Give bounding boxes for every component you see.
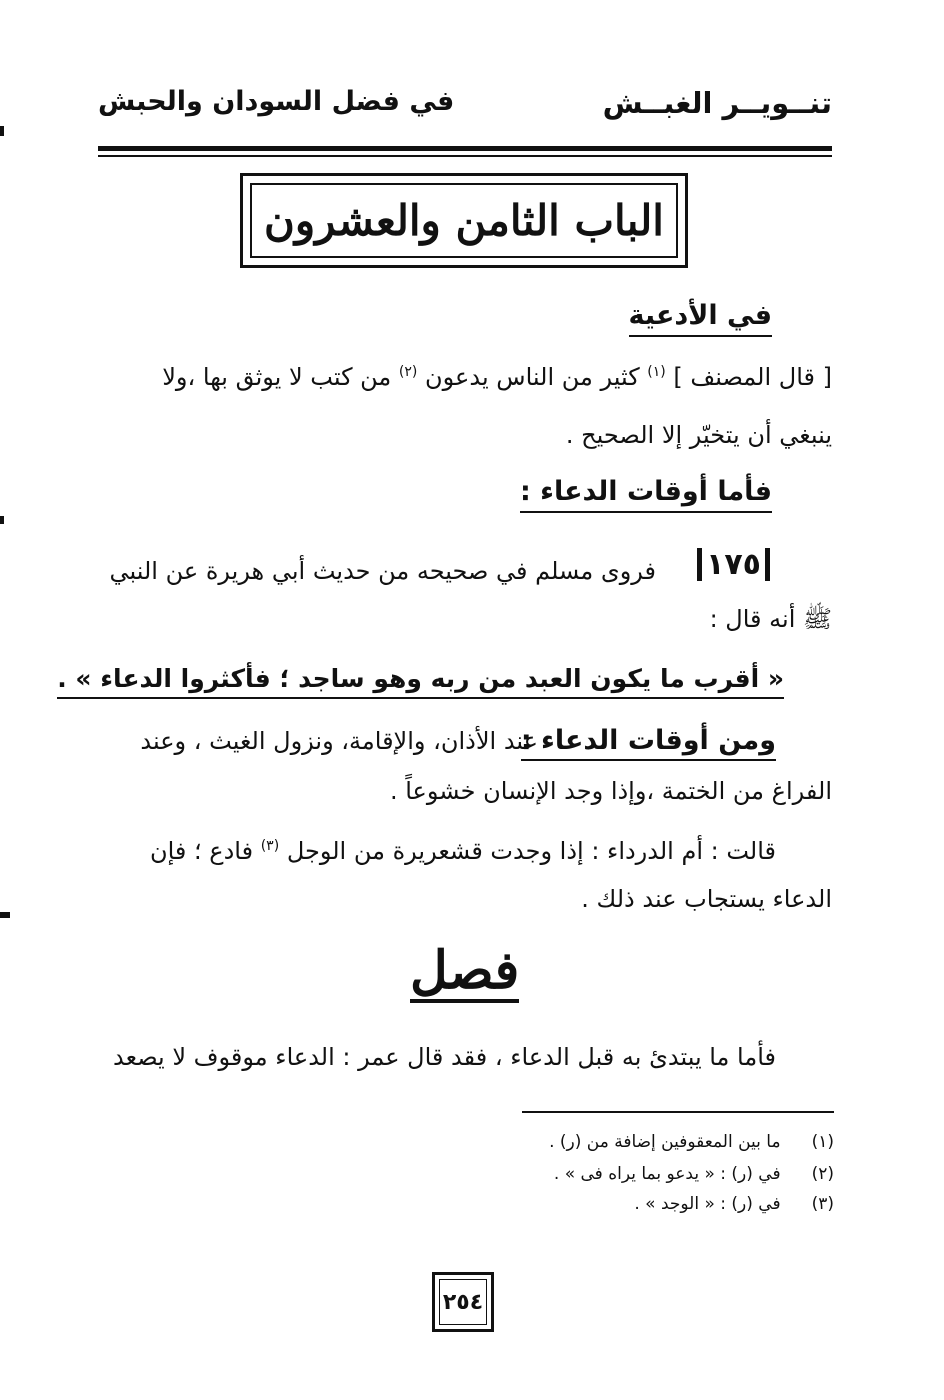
paragraph-2-line-2: الفراغ من الختمة ،وإذا وجد الإنسان خشوعاً . bbox=[389, 777, 832, 805]
hadith-line-1: فروى مسلم في صحيحه من حديث أبي هريرة عن النبي bbox=[109, 557, 656, 585]
hadith-line-2: ﷺ أنه قال : bbox=[709, 605, 832, 633]
paragraph-2-line-1: عند الأذان، والإقامة، ونزول الغيث ، وعند bbox=[140, 727, 538, 755]
footnote-text: في (ر) : « يدعو بما يراه فى » . bbox=[553, 1164, 781, 1184]
scan-mark bbox=[0, 516, 4, 524]
fasl-heading: فصل bbox=[410, 942, 519, 1003]
footnote-text: ما بين المعقوفين إضافة من (ر) . bbox=[549, 1132, 781, 1152]
text: قالت : أم الدرداء : إذا وجدت قشعريرة من الوجل bbox=[286, 837, 776, 865]
text: فادع ؛ فإن bbox=[149, 837, 254, 865]
running-header-subtitle: في فضل السودان والحبش bbox=[98, 86, 455, 117]
footnote-number: (١) bbox=[811, 1132, 834, 1152]
running-header-title: تنــويــر الغبــش bbox=[602, 86, 832, 120]
text: من كتب لا يوثق بها ،ولا bbox=[162, 363, 392, 391]
chapter-title: الباب الثامن والعشرون bbox=[264, 196, 664, 245]
footnote-3 bbox=[634, 1194, 834, 1214]
header-rule-thick bbox=[98, 146, 832, 151]
paragraph-1-line-1 bbox=[162, 364, 832, 390]
hadith-quote: « أقرب ما يكون العبد من ربه وهو ساجد ؛ فأكثروا الدعاء » . bbox=[57, 664, 784, 699]
footnote-2 bbox=[554, 1164, 834, 1184]
footnote-text: في (ر) : « الوجد » . bbox=[634, 1194, 781, 1214]
section-heading: في الأدعية bbox=[629, 300, 772, 337]
times-heading: فأما أوقات الدعاء : bbox=[520, 476, 772, 513]
paragraph-3-line-2: الدعاء يستجاب عند ذلك . bbox=[581, 885, 832, 913]
page-number-frame bbox=[432, 1272, 494, 1332]
paragraph-3-line-1 bbox=[150, 838, 776, 864]
footnote-rule bbox=[522, 1111, 834, 1113]
hadith-number: ١٧٥ bbox=[697, 548, 770, 581]
scan-mark bbox=[0, 126, 4, 136]
header-rule-thin bbox=[98, 155, 832, 157]
paragraph-1-line-2: ينبغي أن يتخيّر إلا الصحيح . bbox=[565, 421, 832, 449]
footnote-number: (٢) bbox=[811, 1164, 834, 1184]
page-number: ٢٥٤ bbox=[439, 1279, 487, 1325]
chapter-title-frame bbox=[240, 173, 688, 268]
footnote-ref-2: (٢) bbox=[398, 364, 418, 380]
paragraph-4-line-1: فأما ما يبتدئ به قبل الدعاء ، فقد قال عمر : الدعاء موقوف لا يصعد bbox=[113, 1043, 776, 1071]
text: [ قال المصنف ] bbox=[673, 363, 832, 391]
scan-mark bbox=[0, 912, 10, 918]
footnote-ref-1: (١) bbox=[647, 364, 666, 380]
text: كثير من الناس يدعون bbox=[425, 363, 640, 391]
chapter-title-inner-frame bbox=[250, 183, 678, 258]
footnote-number: (٣) bbox=[811, 1194, 834, 1214]
footnote-ref-3: (٣) bbox=[260, 838, 280, 854]
paragraph-2-lead: ومن أوقات الدعاء : bbox=[521, 725, 776, 761]
footnote-1 bbox=[549, 1132, 834, 1152]
